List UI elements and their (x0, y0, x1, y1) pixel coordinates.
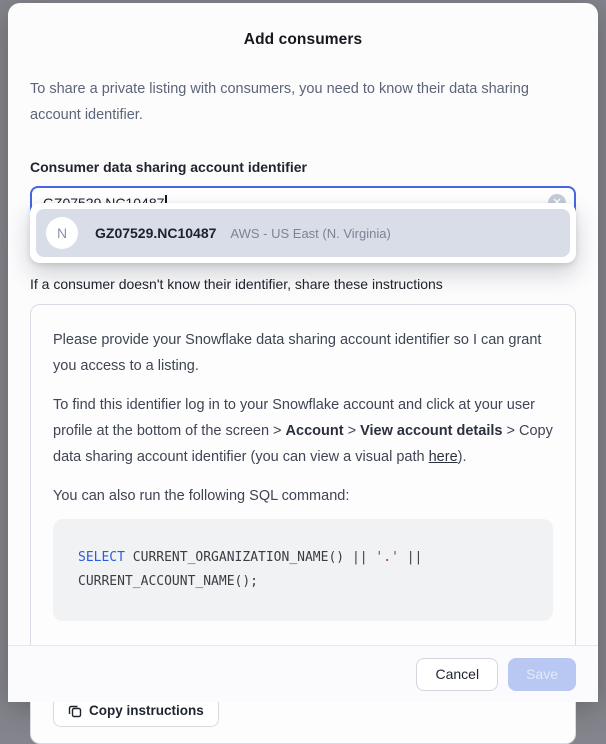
instructions-paragraph-2 (53, 392, 553, 470)
sql-segment-2: || (398, 550, 423, 565)
p2-text-2: > Copy data sharing account identifier (you can view a visual path (53, 423, 553, 465)
suggestion-item[interactable] (36, 209, 570, 257)
sql-line-2: CURRENT_ACCOUNT_NAME(); (78, 574, 259, 589)
p2-text: To find this identifier log in to your Snowflake account and click at your user profile at the bottom of the screen > (53, 397, 535, 439)
add-consumers-dialog (8, 3, 598, 718)
dialog-title: Add consumers (243, 31, 363, 48)
cancel-button[interactable]: Cancel (416, 658, 498, 691)
sql-code-block (53, 519, 553, 621)
p2-separator: > (343, 423, 361, 439)
dialog-footer (8, 645, 598, 702)
p2-bold-account: Account (285, 423, 344, 439)
avatar: N (46, 217, 78, 249)
dialog-content (8, 76, 598, 744)
suggestion-identifier: GZ07529.NC10487 (95, 225, 217, 241)
instructions-paragraph-1: Please provide your Snowflake data sharing account identifier so I can grant you access to a listing. (53, 332, 542, 374)
save-button[interactable]: Save (508, 658, 576, 691)
identifier-field-label: Consumer data sharing account identifier (30, 159, 307, 175)
dialog-description: To share a private listing with consumers, you need to know their data sharing account identifier. (30, 81, 529, 123)
sql-keyword: SELECT (78, 550, 125, 565)
sql-string-literal: '.' (375, 550, 399, 565)
suggestion-dropdown (30, 203, 576, 263)
p2-text-3: ). (457, 449, 467, 465)
instructions-paragraph-3: You can also run the following SQL command: (53, 488, 350, 504)
sql-segment-1: CURRENT_ORGANIZATION_NAME() || (124, 550, 376, 565)
suggestion-region: AWS - US East (N. Virginia) (230, 225, 391, 241)
copy-instructions-label: Copy instructions (89, 703, 204, 718)
visual-path-link[interactable]: here (428, 449, 458, 465)
copy-icon (68, 704, 82, 718)
instructions-heading: If a consumer doesn't know their identifier, share these instructions (30, 276, 443, 292)
p2-bold-view-details: View account details (360, 423, 503, 439)
